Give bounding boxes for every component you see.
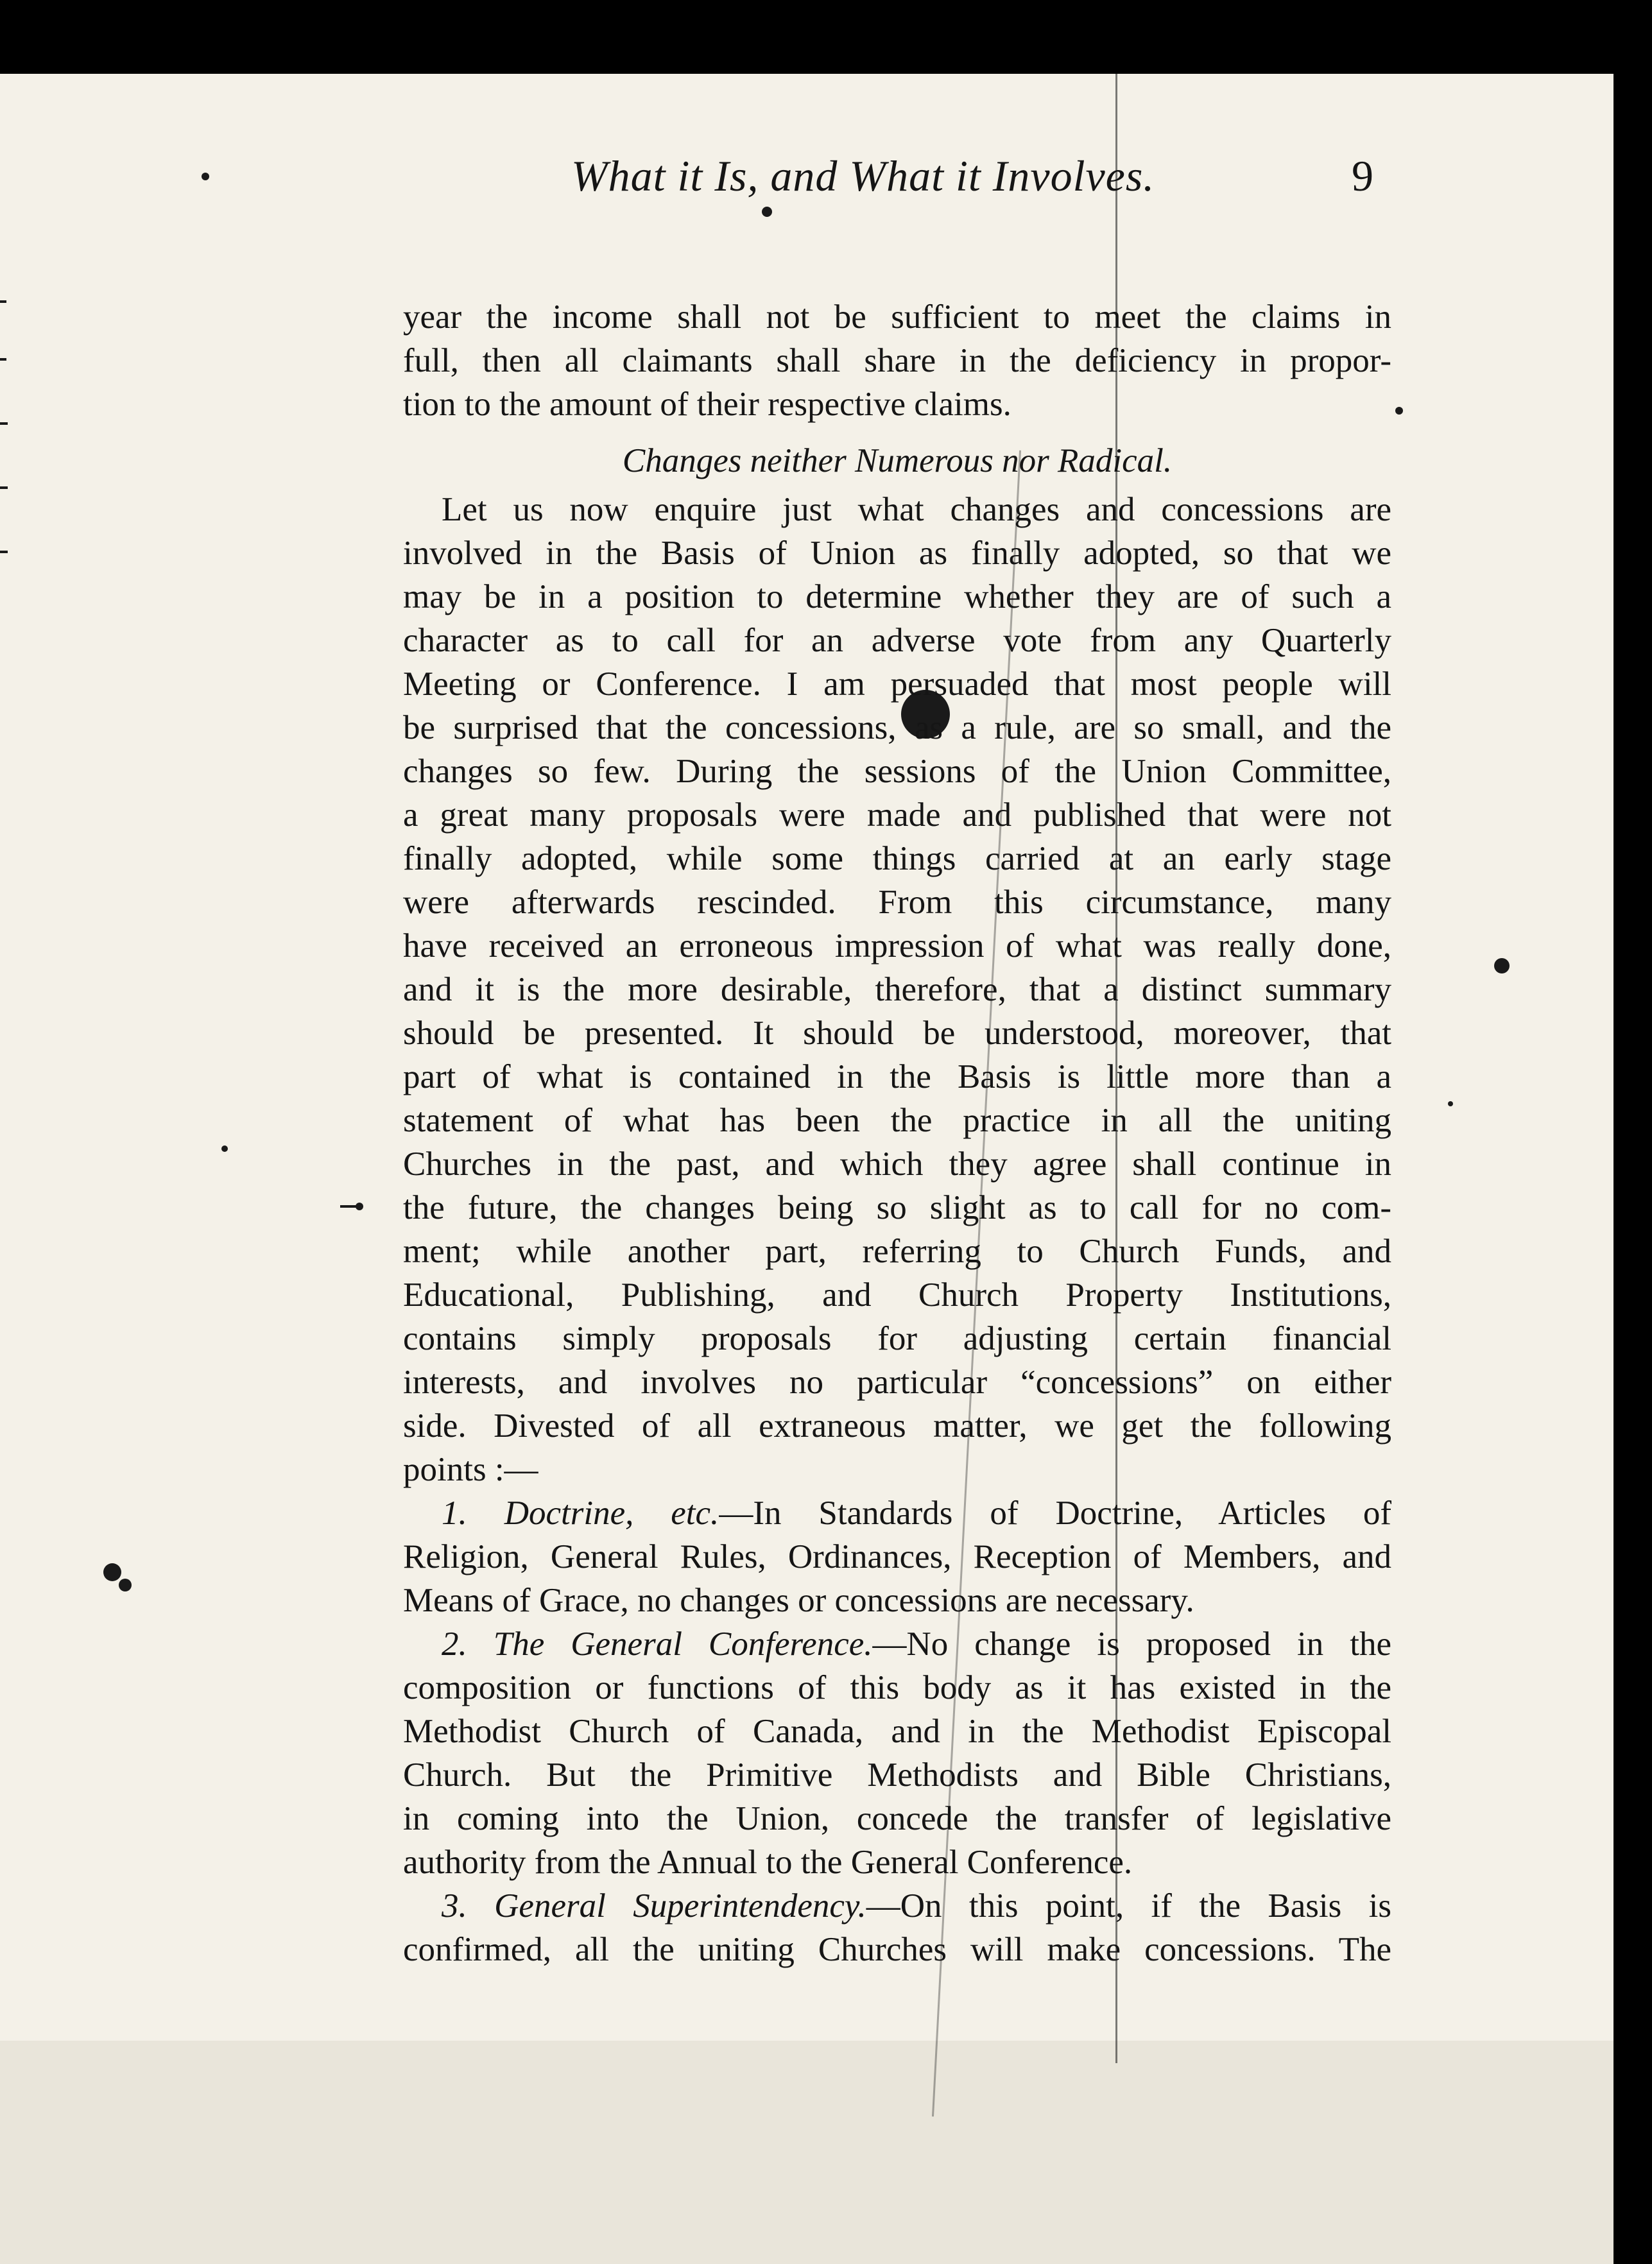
ink-speck	[1448, 1101, 1453, 1106]
item-text: —In Standards of Doctrine, Articles of	[719, 1495, 1392, 1532]
ink-speck	[221, 1145, 228, 1152]
section-heading: Changes neither Numerous nor Radical.	[622, 442, 1173, 479]
text-line: composition or functions of this body as it has existed in the	[403, 1669, 1391, 1706]
ink-speck	[202, 173, 209, 180]
item-label: 2. The General Conference.	[442, 1625, 873, 1663]
numbered-item-general-conference	[403, 1622, 1391, 1666]
text-line: the future, the changes being so slight as to call for no com-	[403, 1189, 1391, 1226]
text-line: may be in a position to determine whether they are of such a	[403, 578, 1391, 615]
text-line: points :—	[403, 1451, 538, 1488]
text-line: in coming into the Union, concede the transfer of legislative	[403, 1800, 1391, 1837]
text-line: authority from the Annual to the General Conference.	[403, 1844, 1133, 1881]
item-text: —No change is proposed in the	[872, 1625, 1391, 1663]
body-text	[403, 295, 1391, 1971]
ink-speck	[1494, 958, 1510, 973]
text-line: involved in the Basis of Union as finally adopted, so that we	[403, 535, 1391, 572]
text-line: confirmed, all the uniting Churches will make concessions. The	[403, 1931, 1391, 1968]
running-head: What it Is, and What it Involves.	[571, 151, 1155, 200]
text-line: ment; while another part, referring to Church Funds, and	[403, 1233, 1391, 1270]
text-line: be surprised that the concessions, as a rule, are so small, and the	[403, 709, 1391, 746]
text-line: character as to call for an adverse vote from any Quarterly	[403, 622, 1391, 659]
text-line: full, then all claimants shall share in the deficiency in propor-	[403, 342, 1391, 379]
text-line: Churches in the past, and which they agree shall continue in	[403, 1145, 1391, 1183]
ink-speck	[103, 1563, 121, 1581]
text-line: contains simply proposals for adjusting certain financial	[403, 1320, 1391, 1357]
text-line: Meeting or Conference. I am persuaded that most people will	[403, 665, 1391, 703]
item-label: 1. Doctrine, etc.	[442, 1495, 719, 1532]
text-line: tion to the amount of their respective claims.	[403, 386, 1011, 423]
text-line: interests, and involves no particular “concessions” on either	[403, 1364, 1391, 1401]
item-text: —On this point, if the Basis is	[866, 1887, 1391, 1925]
ink-speck	[1395, 407, 1403, 415]
page-number: 9	[1352, 151, 1373, 200]
text-line: side. Divested of all extraneous matter, we get the following	[403, 1407, 1391, 1445]
text-line: part of what is contained in the Basis is little more than a	[403, 1058, 1391, 1095]
numbered-item-superintendency	[403, 1884, 1391, 1928]
ink-speck	[119, 1579, 132, 1591]
text-line: Educational, Publishing, and Church Property Institutions,	[403, 1276, 1391, 1314]
numbered-item-doctrine	[403, 1491, 1391, 1535]
text-line: Religion, General Rules, Ordinances, Reception of Members, and	[403, 1538, 1391, 1575]
text-line: Church. But the Primitive Methodists and Bible Christians,	[403, 1756, 1391, 1794]
text-line: a great many proposals were made and published that were not	[403, 796, 1391, 834]
text-line: and it is the more desirable, therefore, that a distinct summary	[403, 971, 1391, 1008]
page-header	[571, 151, 1393, 228]
text-line: Methodist Church of Canada, and in the Methodist Episcopal	[403, 1713, 1391, 1750]
text-line: have received an erroneous impression of what was really done,	[403, 927, 1391, 965]
text-line: Means of Grace, no changes or concessions are necessary.	[403, 1582, 1194, 1619]
text-line: should be presented. It should be understood, moreover, that	[403, 1015, 1391, 1052]
text-line: finally adopted, while some things carried at an early stage	[403, 840, 1391, 877]
text-line: changes so few. During the sessions of the Union Committee,	[403, 753, 1391, 790]
text-line: year the income shall not be sufficient to meet the claims in	[403, 298, 1391, 336]
text-line: Let us now enquire just what changes and concessions are	[442, 491, 1391, 528]
item-label: 3. General Superintendency.	[442, 1887, 866, 1925]
text-line: statement of what has been the practice in all the uniting	[403, 1102, 1391, 1139]
text-line: were afterwards rescinded. From this circumstance, many	[403, 884, 1391, 921]
